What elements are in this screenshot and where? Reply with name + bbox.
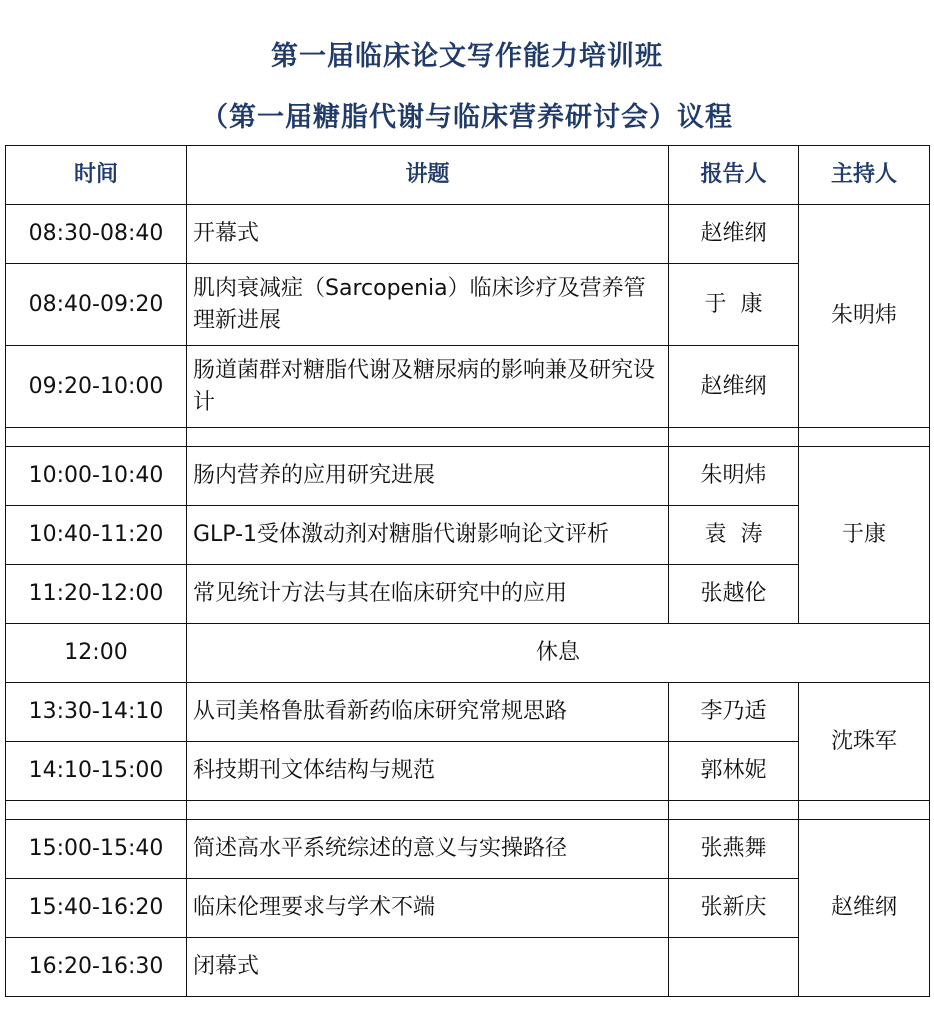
speaker-cell: 郭林妮 <box>669 742 799 801</box>
topic-cell: 常见统计方法与其在临床研究中的应用 <box>187 565 669 624</box>
header-host: 主持人 <box>799 146 930 205</box>
spacer-cell <box>6 801 187 820</box>
speaker-cell: 袁 涛 <box>669 506 799 565</box>
spacer-cell <box>187 428 669 447</box>
table-header-row <box>6 146 930 205</box>
time-cell: 11:20-12:00 <box>6 565 187 624</box>
topic-cell: 科技期刊文体结构与规范 <box>187 742 669 801</box>
topic-cell: 闭幕式 <box>187 938 669 997</box>
spacer-cell <box>799 801 930 820</box>
spacer-row <box>6 801 930 820</box>
header-speaker: 报告人 <box>669 146 799 205</box>
host-cell: 沈珠军 <box>799 683 930 801</box>
topic-cell: 简述高水平系统综述的意义与实操路径 <box>187 820 669 879</box>
speaker-cell: 赵维纲 <box>669 205 799 264</box>
break-label-cell: 休息 <box>187 624 930 683</box>
time-cell: 08:40-09:20 <box>6 264 187 346</box>
break-row <box>6 624 930 683</box>
topic-cell: 肠内营养的应用研究进展 <box>187 447 669 506</box>
spacer-cell <box>6 428 187 447</box>
time-cell: 15:40-16:20 <box>6 879 187 938</box>
speaker-cell: 李乃适 <box>669 683 799 742</box>
speaker-cell: 张新庆 <box>669 879 799 938</box>
header-topic: 讲题 <box>187 146 669 205</box>
table-row <box>6 820 930 879</box>
speaker-cell <box>669 938 799 997</box>
title-line1: 第一届临床论文写作能力培训班 <box>271 41 663 72</box>
topic-cell: 肠道菌群对糖脂代谢及糖尿病的影响兼及研究设计 <box>187 346 669 428</box>
spacer-cell <box>669 801 799 820</box>
table-row <box>6 205 930 264</box>
speaker-cell: 张越伦 <box>669 565 799 624</box>
agenda-table <box>5 145 930 997</box>
spacer-cell <box>187 801 669 820</box>
table-row <box>6 447 930 506</box>
time-cell: 15:00-15:40 <box>6 820 187 879</box>
time-cell: 16:20-16:30 <box>6 938 187 997</box>
spacer-cell <box>799 428 930 447</box>
table-row <box>6 506 930 565</box>
topic-cell: 临床伦理要求与学术不端 <box>187 879 669 938</box>
table-row <box>6 565 930 624</box>
speaker-cell: 朱明炜 <box>669 447 799 506</box>
table-row <box>6 683 930 742</box>
header-time: 时间 <box>6 146 187 205</box>
host-cell: 于康 <box>799 447 930 624</box>
time-cell: 08:30-08:40 <box>6 205 187 264</box>
spacer-cell <box>669 428 799 447</box>
host-cell: 赵维纲 <box>799 820 930 997</box>
topic-cell: 肌肉衰减症（Sarcopenia）临床诊疗及营养管理新进展 <box>187 264 669 346</box>
speaker-cell: 于 康 <box>669 264 799 346</box>
table-row <box>6 742 930 801</box>
break-time-cell: 12:00 <box>6 624 187 683</box>
table-row <box>6 879 930 938</box>
spacer-row <box>6 428 930 447</box>
topic-cell: GLP-1受体激动剂对糖脂代谢影响论文评析 <box>187 506 669 565</box>
topic-cell: 从司美格鲁肽看新药临床研究常规思路 <box>187 683 669 742</box>
time-cell: 13:30-14:10 <box>6 683 187 742</box>
table-row <box>6 346 930 428</box>
host-cell: 朱明炜 <box>799 205 930 428</box>
table-row <box>6 938 930 997</box>
title-line2: （第一届糖脂代谢与临床营养研讨会）议程 <box>201 102 733 133</box>
time-cell: 14:10-15:00 <box>6 742 187 801</box>
time-cell: 10:40-11:20 <box>6 506 187 565</box>
topic-cell: 开幕式 <box>187 205 669 264</box>
speaker-cell: 赵维纲 <box>669 346 799 428</box>
table-row <box>6 264 930 346</box>
speaker-cell: 张燕舞 <box>669 820 799 879</box>
time-cell: 10:00-10:40 <box>6 447 187 506</box>
time-cell: 09:20-10:00 <box>6 346 187 428</box>
